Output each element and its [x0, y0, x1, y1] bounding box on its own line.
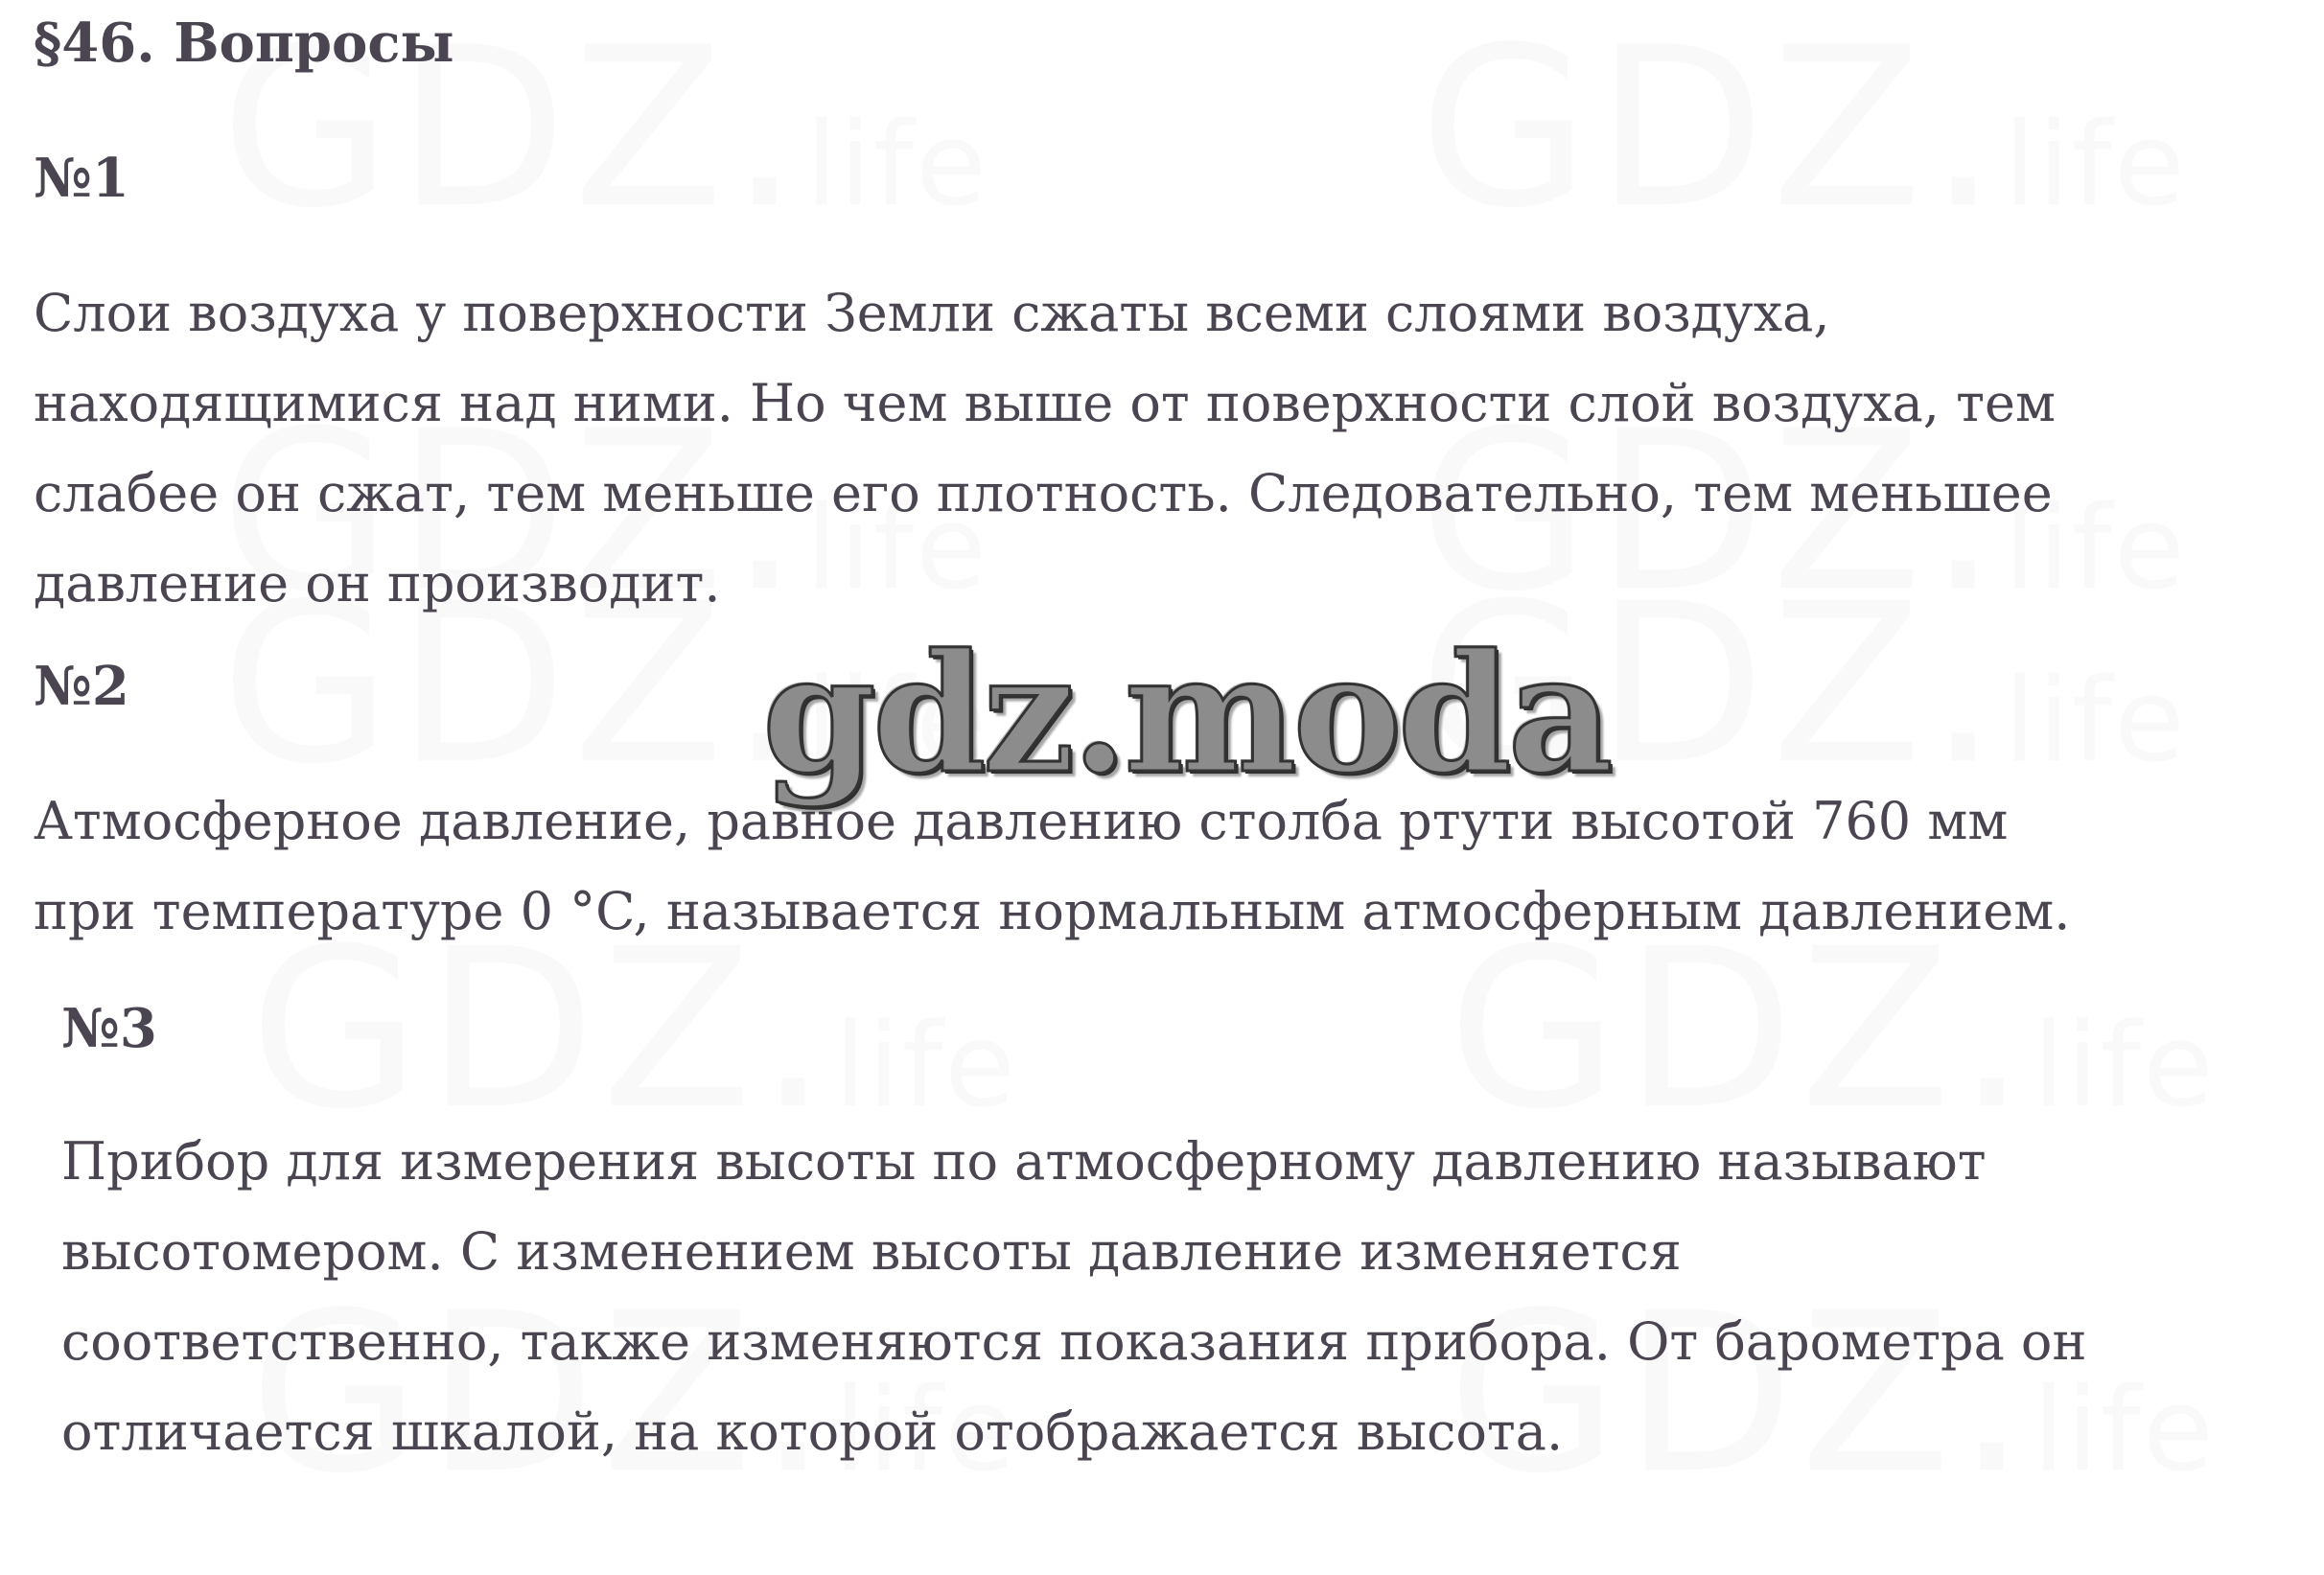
answer-line: при температуре 0 °C, называется нормальным атмосферным давлением.: [34, 881, 2071, 941]
question-number-2: №2: [34, 655, 129, 718]
answer-1: [34, 268, 2056, 629]
answer-line: давление он производит.: [34, 553, 721, 614]
gdz-moda-logo: gdz.moda: [762, 618, 1610, 810]
answer-line: высотомером. С изменением высоты давление изменяется: [61, 1221, 1682, 1282]
answer-3: [61, 1117, 2086, 1477]
answer-line: соответственно, также изменяются показания прибора. От барометра он: [61, 1311, 2087, 1372]
question-number-3: №3: [61, 997, 157, 1060]
answer-line: находящимися над ними. Но чем выше от поверхности слой воздуха, тем: [34, 373, 2056, 433]
answer-line: отличается шкалой, на которой отображается высота.: [61, 1401, 1564, 1462]
answer-line: слабее он сжат, тем меньше его плотность. Следовательно, тем меньшее: [34, 463, 2053, 523]
answer-line: Прибор для измерения высоты по атмосферному давлению называют: [61, 1131, 1987, 1192]
watermark: [1419, 19, 2187, 240]
answer-line: Атмосферное давление, равное давлению столба ртути высотой 760 мм: [34, 791, 2009, 851]
section-title: §46. Вопросы: [34, 12, 454, 75]
answer-line: Слои воздуха у поверхности Земли сжаты всеми слоями воздуха,: [34, 283, 1830, 343]
question-number-1: №1: [34, 147, 129, 210]
